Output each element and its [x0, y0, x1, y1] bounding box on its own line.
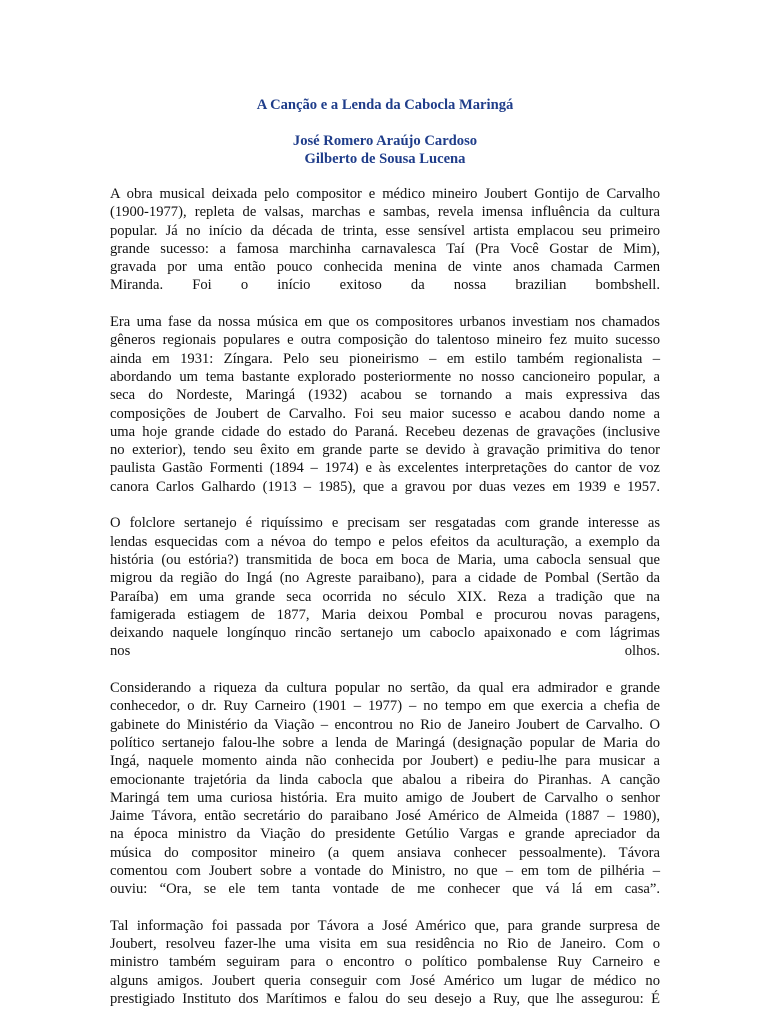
- text-line: história (ou estória?) transmitida de boca em boca de Maria, uma cabocla sensual que: [110, 551, 660, 568]
- text-line: Era uma fase da nossa música em que os compositores urbanos investiam nos chamados: [110, 314, 660, 331]
- text-line: música do compositor mineiro (a quem ansiava conhecer pessoalmente). Távora: [110, 844, 660, 861]
- text-line: Paraíba) em uma grande seca ocorrida no século XIX. Reza a tradição que na: [110, 588, 660, 605]
- title-block: [110, 96, 660, 168]
- text-line: emocionante trajetória da linda cabocla que abalou a ribeira do Piranhas. A canção: [110, 771, 660, 788]
- paragraph: [110, 917, 660, 1008]
- text-line: ouviu: “Ora, se ele tem tanta vontade de me conhecer que vá lá em casa”.: [110, 881, 660, 898]
- text-line: conhecedor, o dr. Ruy Carneiro (1901 – 1977) – no tempo em que exercia a chefia de: [110, 698, 660, 715]
- text-line: paulista Gastão Formenti (1894 – 1974) e às excelentes interpretações do cantor de voz: [110, 460, 660, 477]
- author-name: Gilberto de Sousa Lucena: [304, 151, 466, 167]
- paragraph: [110, 514, 660, 660]
- text-line: Jaime Távora, então secretário do paraibano José Américo de Almeida (1887 – 1980),: [110, 808, 660, 825]
- document-body: [110, 185, 660, 1008]
- text-line: abordando um tema bastante explorado posteriormente no nosso cancioneiro popular, a: [110, 368, 660, 385]
- text-line: famigerada estiagem de 1877, Maria deixou Pombal e procurou novas paragens,: [110, 606, 660, 623]
- text-line: composições de Joubert de Carvalho. Foi seu maior sucesso e acabou dando nome a: [110, 405, 660, 422]
- text-line: no exterior), tendo seu êxito em grande parte se devido à gravação primitiva do tenor: [110, 442, 660, 459]
- author-name: José Romero Araújo Cardoso: [292, 133, 478, 149]
- text-line: (1900-1977), repleta de valsas, marchas e sambas, revela imensa influência da cultura: [110, 204, 660, 221]
- text-line: alguns amigos. Joubert queria conseguir com José Américo um lugar de médico no: [110, 972, 660, 989]
- text-line: uma hoje grande cidade do estado do Paraná. Recebeu dezenas de gravações (inclusive: [110, 423, 660, 440]
- text-line: Tal informação foi passada por Távora a José Américo que, para grande surpresa de: [110, 917, 660, 934]
- text-line: ministro também seguiram para o encontro o político pombalense Ruy Carneiro e: [110, 954, 660, 971]
- paragraph: [110, 679, 660, 899]
- text-line: migrou da região do Ingá (no Agreste paraibano), para a cidade de Pombal (Sertão da: [110, 570, 660, 587]
- text-line: Miranda. Foi o início exitoso da nossa brazilian bombshell.: [110, 277, 660, 294]
- document-title: A Canção e a Lenda da Cabocla Maringá: [256, 97, 514, 113]
- text-line: gravada por uma então pouco conhecida menina de vinte anos chamada Carmen: [110, 259, 660, 276]
- text-line: grande sucesso: a famosa marchinha carnavalesca Taí (Pra Você Gostar de Mim),: [110, 240, 660, 257]
- text-line: Considerando a riqueza da cultura popular no sertão, da qual era admirador e grande: [110, 680, 660, 697]
- text-line: Joubert, resolveu fazer-lhe uma visita em sua residência no Rio de Janeiro. Com o: [110, 936, 660, 953]
- text-line: A obra musical deixada pelo compositor e médico mineiro Joubert Gontijo de Carvalho: [110, 186, 660, 202]
- text-line: popular. Já no início da década de trinta, esse sensível artista emplacou seu primeiro: [110, 222, 660, 239]
- text-line: seca do Nordeste, Maringá (1932) acabou se tornando a mais expressiva das: [110, 387, 660, 404]
- text-line: prestigiado Instituto dos Marítimos e falou do seu desejo a Ruy, que lhe assegurou: É: [110, 991, 660, 1008]
- text-line: lendas esquecidas com a névoa do tempo e pelos efeitos da aculturação, a exemplo da: [110, 533, 660, 550]
- text-line: Ingá, naquele momento ainda não conhecida por Joubert) e pediu-lhe para musicar a: [110, 753, 660, 770]
- text-line: nos olhos.: [110, 643, 660, 660]
- paragraph: [110, 313, 660, 496]
- text-line: comentou com Joubert sobre a vontade do Ministro, no que – em tom de pilhéria –: [110, 862, 660, 879]
- text-line: gêneros regionais populares e outra composição do talentoso mineiro fez muito sucesso: [110, 332, 660, 349]
- text-line: ainda em 1931: Zíngara. Pelo seu pioneirismo – em estilo também regionalista –: [110, 350, 660, 367]
- text-line: gabinete do Ministério da Viação – encontrou no Rio de Janeiro Joubert de Carvalho. O: [110, 716, 660, 733]
- text-line: O folclore sertanejo é riquíssimo e precisam ser resgatadas com grande interesse as: [110, 515, 660, 532]
- text-line: Maringá tem uma curiosa história. Era muito amigo de Joubert de Carvalho o senhor: [110, 789, 660, 806]
- text-line: na época ministro da Viação do presidente Getúlio Vargas e grande apreciador da: [110, 826, 660, 843]
- paragraph: [110, 185, 660, 295]
- text-line: canora Carlos Galhardo (1913 – 1985), que a gravou por duas vezes em 1939 e 1957.: [110, 478, 660, 495]
- text-line: deixando naquele longínquo rincão sertanejo um caboclo apaixonado e com lágrimas: [110, 625, 660, 642]
- text-line: político sertanejo falou-lhe sobre a lenda de Maringá (designação popular de Maria do: [110, 734, 660, 751]
